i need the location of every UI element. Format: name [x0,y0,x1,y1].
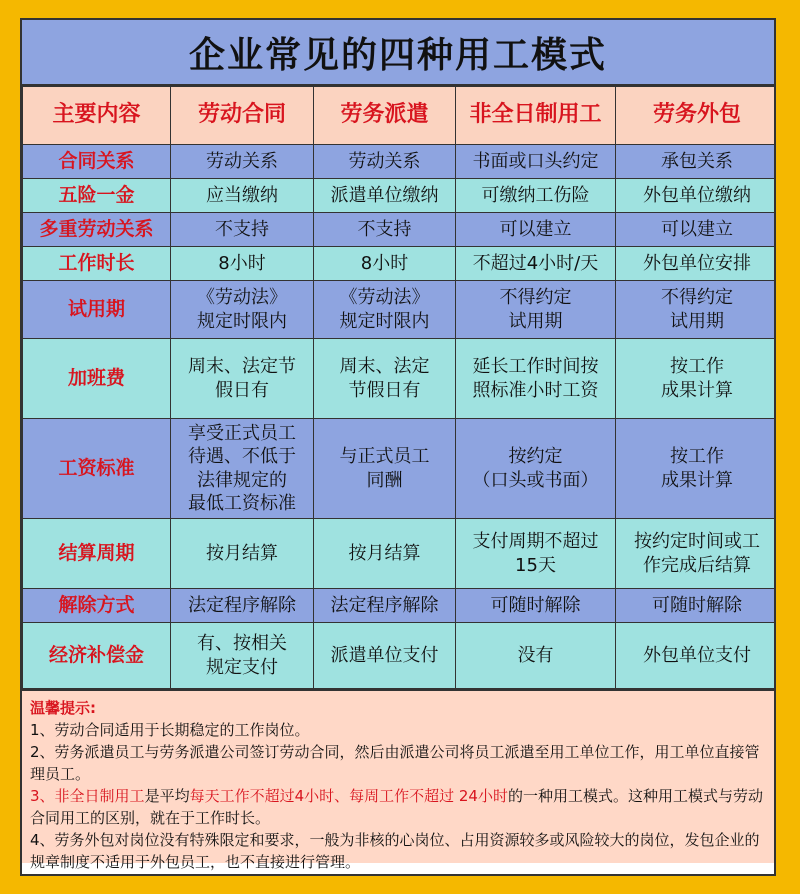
tip-item: 1、劳动合同适用于长期稳定的工作岗位。 [30,721,310,739]
row-label: 五险一金 [23,179,171,213]
comparison-table [22,86,776,689]
table-cell: 周末、法定节 假日有 [171,339,314,419]
tip-number: 3、 [30,787,55,805]
table-cell: 按月结算 [171,519,314,589]
table-row [23,145,777,179]
table-cell: 享受正式员工 待遇、不低于 法律规定的 最低工资标准 [171,419,314,519]
table-cell: 劳动关系 [314,145,456,179]
table-cell: 《劳动法》 规定时限内 [171,281,314,339]
table-cell: 可随时解除 [616,589,777,623]
table-cell: 按工作 成果计算 [616,419,777,519]
row-label: 试用期 [23,281,171,339]
tip-item: 2、劳务派遣员工与劳务派遣公司签订劳动合同，然后由派遣公司将员工派遣至用工单位工作，用工单位直接管理员工。 [30,743,760,783]
row-label: 工作时长 [23,247,171,281]
tip-item [30,785,766,829]
row-label: 工资标准 [23,419,171,519]
header-cell: 主要内容 [23,87,171,145]
table-cell: 可随时解除 [456,589,616,623]
table-row [23,623,777,689]
table-cell: 外包单位缴纳 [616,179,777,213]
table-row [23,213,777,247]
table-row [23,179,777,213]
table-row [23,247,777,281]
table-cell: 《劳动法》 规定时限内 [314,281,456,339]
table-cell: 8小时 [314,247,456,281]
table-cell: 8小时 [171,247,314,281]
tips-section [22,689,774,871]
table-cell: 不支持 [171,213,314,247]
table-cell: 可缴纳工伤险 [456,179,616,213]
header-cell: 非全日制用工 [456,87,616,145]
tip-highlight: 非全日制用工 [54,787,145,805]
table-cell: 不得约定 试用期 [616,281,777,339]
table-row [23,281,777,339]
row-label: 经济补偿金 [23,623,171,689]
table-cell: 不超过4小时/天 [456,247,616,281]
row-label: 多重劳动关系 [23,213,171,247]
table-cell: 支付周期不超过 15天 [456,519,616,589]
header-cell: 劳务外包 [616,87,777,145]
table-cell: 派遣单位缴纳 [314,179,456,213]
tips-title: 温馨提示: [30,699,96,717]
row-label: 合同关系 [23,145,171,179]
row-label: 加班费 [23,339,171,419]
table-cell: 派遣单位支付 [314,623,456,689]
table-cell: 外包单位支付 [616,623,777,689]
table-cell: 法定程序解除 [171,589,314,623]
header-row [23,87,777,145]
table-row [23,519,777,589]
table-cell: 劳动关系 [171,145,314,179]
table-cell: 可以建立 [616,213,777,247]
table-row [23,339,777,419]
row-label: 解除方式 [23,589,171,623]
header-cell: 劳务派遣 [314,87,456,145]
row-label: 结算周期 [23,519,171,589]
tip-text: 是平均 [144,787,190,805]
table-card [20,18,776,876]
table-cell: 延长工作时间按 照标准小时工资 [456,339,616,419]
table-cell: 按工作 成果计算 [616,339,777,419]
table-cell: 应当缴纳 [171,179,314,213]
table-cell: 可以建立 [456,213,616,247]
table-cell: 周末、法定 节假日有 [314,339,456,419]
table-cell: 不支持 [314,213,456,247]
table-cell: 书面或口头约定 [456,145,616,179]
table-cell: 没有 [456,623,616,689]
table-cell: 法定程序解除 [314,589,456,623]
table-cell: 有、按相关 规定支付 [171,623,314,689]
tip-text: 的一种用工模式。这种用工模式与劳动合同用工的区别，就在于工作时长。 [30,787,763,827]
table-cell: 与正式员工 同酬 [314,419,456,519]
table-row [23,419,777,519]
table-cell: 按月结算 [314,519,456,589]
table-cell: 外包单位安排 [616,247,777,281]
table-cell: 按约定时间或工 作完成后结算 [616,519,777,589]
table-cell: 按约定 （口头或书面） [456,419,616,519]
page-title: 企业常见的四种用工模式 [22,20,774,86]
table-cell: 承包关系 [616,145,777,179]
tip-item: 4、劳务外包对岗位没有特殊限定和要求，一般为非核的心岗位、占用资源较多或风险较大的岗位，发包企业的规章制度不适用于外包员工，也不直接进行管理。 [30,831,760,871]
header-cell: 劳动合同 [171,87,314,145]
tip-highlight: 每天工作不超过4小时、每周工作不超过 24小时 [189,787,508,805]
table-row [23,589,777,623]
table-cell: 不得约定 试用期 [456,281,616,339]
